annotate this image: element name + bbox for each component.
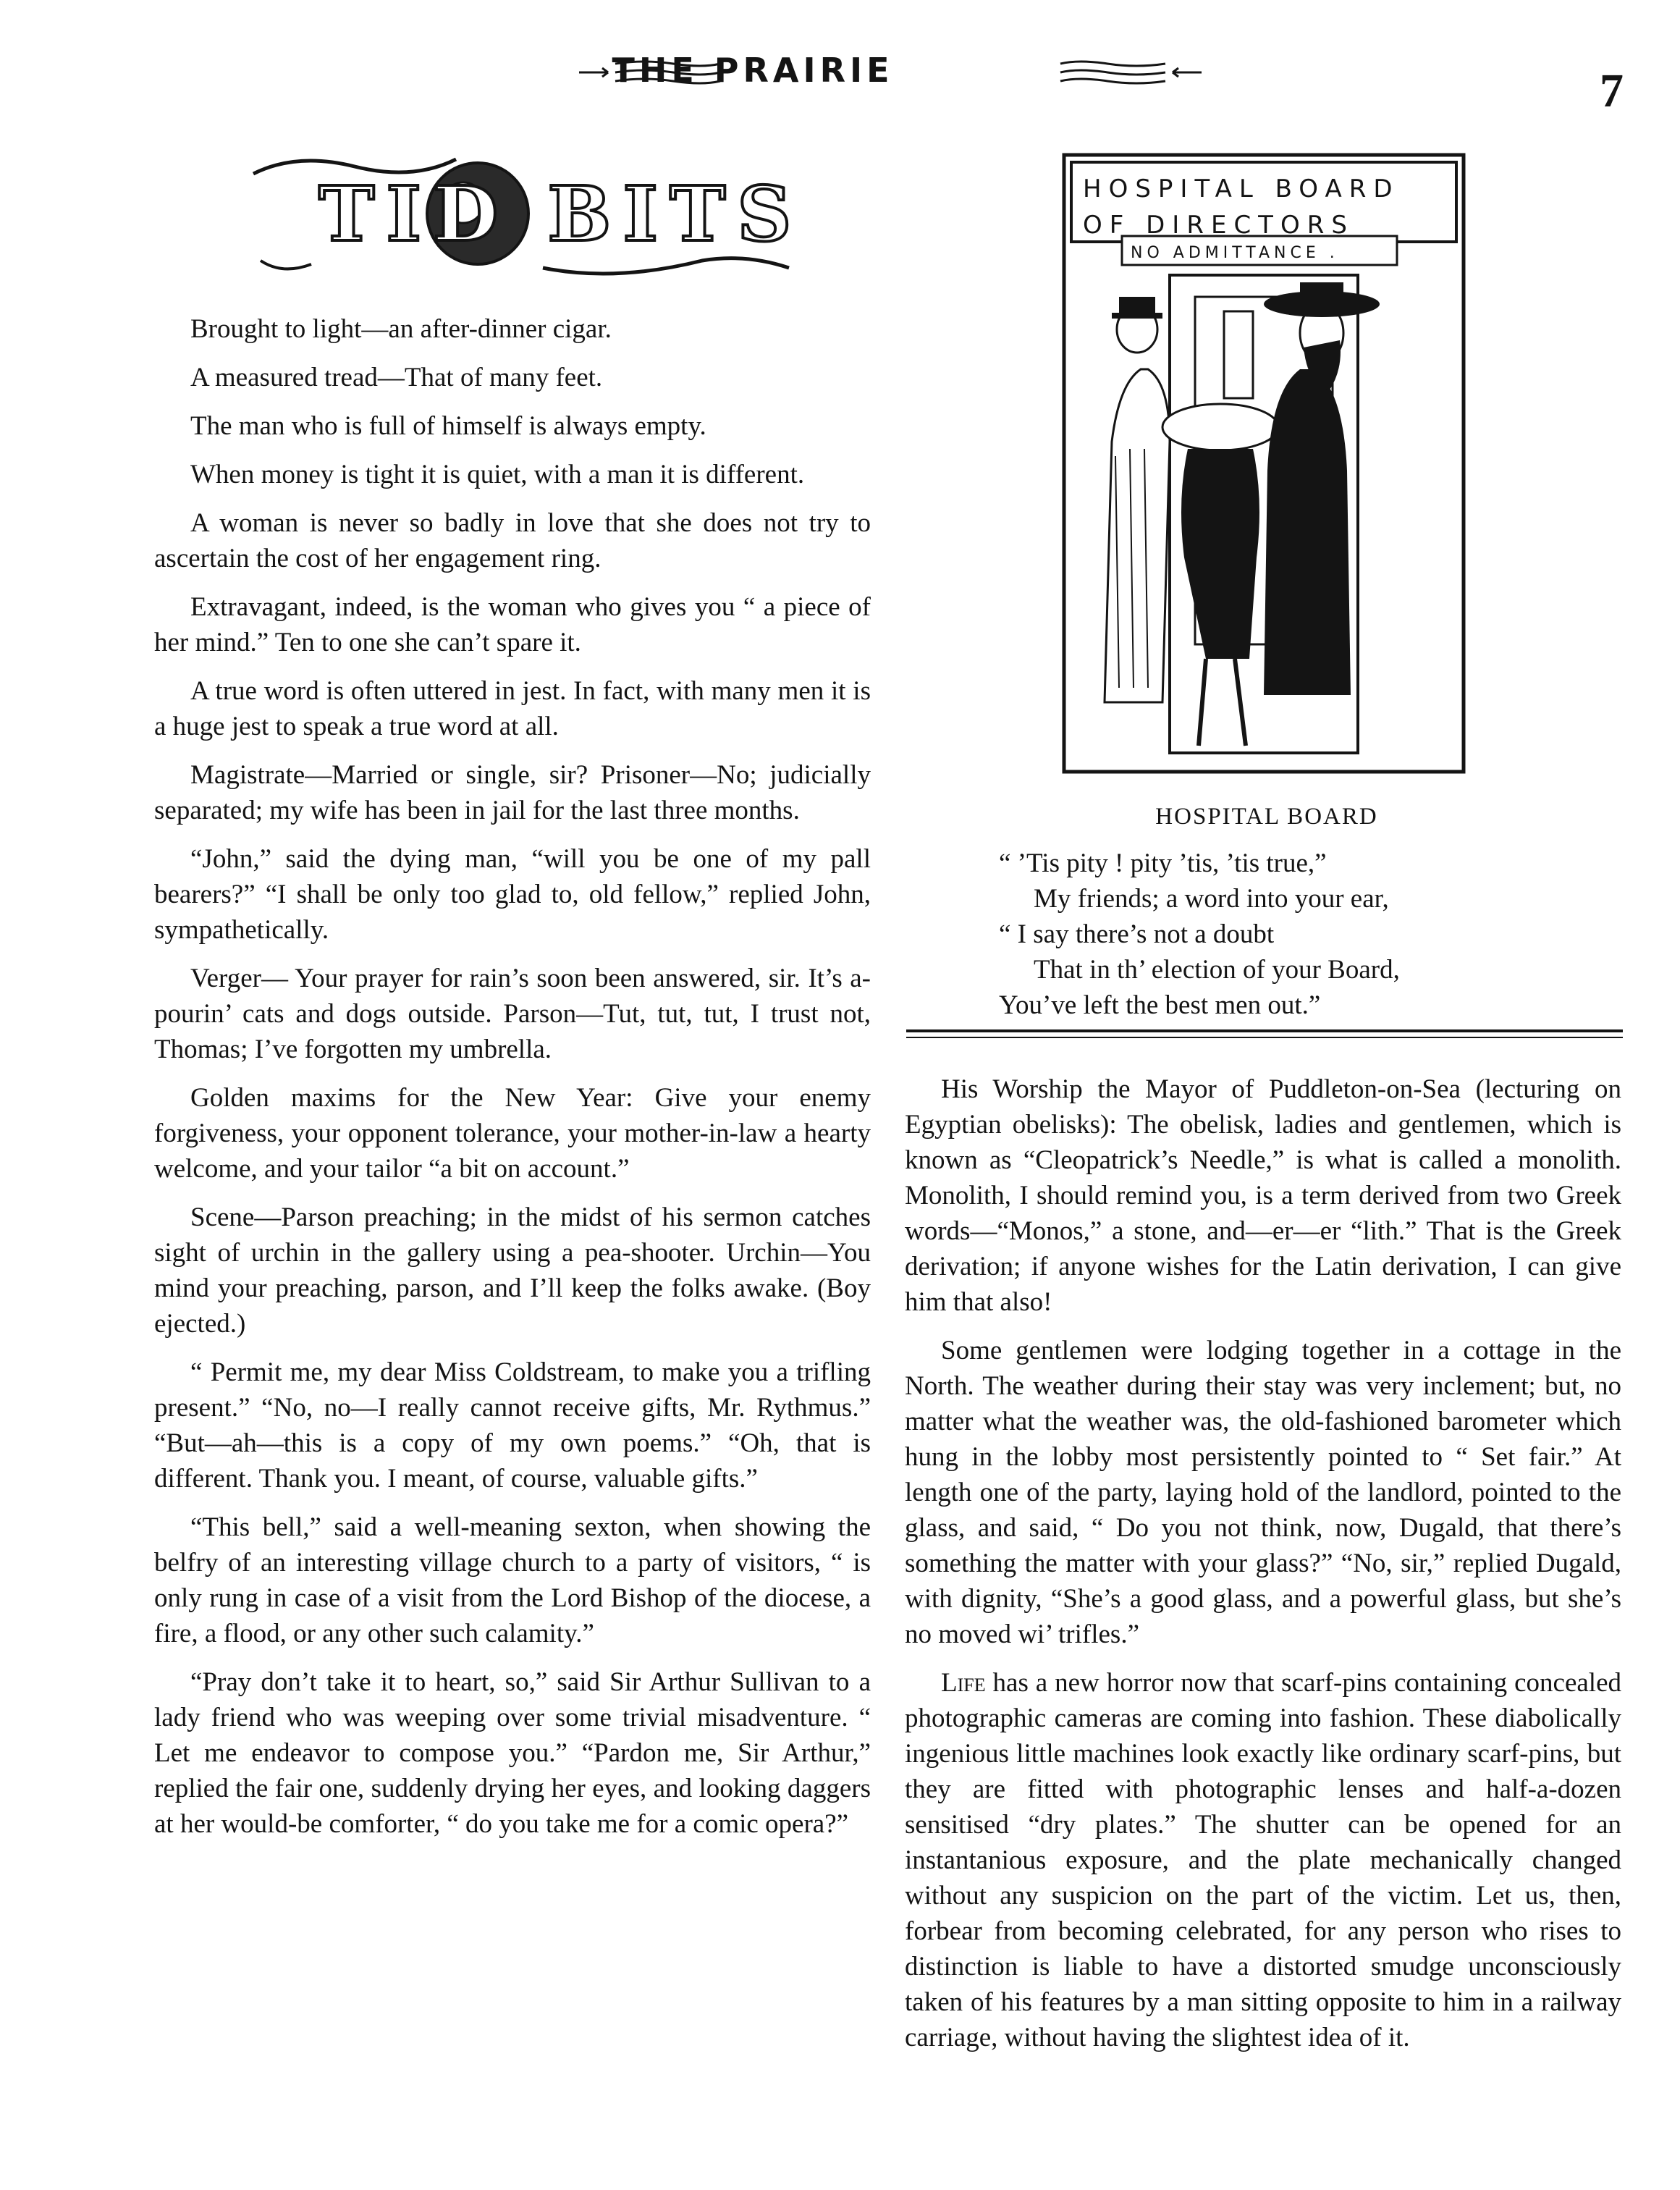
right-column [905,1071,1621,2068]
paragraph-rest: has a new horror now that scarf-pins containing concealed photographic cameras are coming into fashion. These diabolically ingenious little machines look exactly like ordinary scarf-pins, but they are fitted with photographic lenses and half-a-dozen sensitised “dry plates.” The shutter can be opened for an instantanious exposure, and the plate mechanically changed without any suspicion on the part of the victim. Let us, then, forbear from becoming celebrated, for any person who rises to distinction is liable to have a distorted smudge unconsciously taken of his features by a man sitting opposite to him in a railway carriage, without having the slightest idea of it. [905,1668,1621,2052]
heading-text: TID BITS [318,169,803,258]
paragraph: Extravagant, indeed, is the woman who gives you “ a piece of her mind.” Ten to one she can’t spare it. [154,592,871,657]
page-number: 7 [1600,64,1624,117]
verse-line: That in th’ election of your Board, [1034,955,1400,985]
paragraph: “John,” said the dying man, “will you be one of my pall bearers?” “I shall be only too glad to, old fellow,” replied John, sympathetically. [154,844,871,945]
paragraph: “ Permit me, my dear Miss Coldstream, to make you a trifling present.” “No, no—I really cannot receive gifts, Mr. Rythmus.” “But—ah—this is a copy of my own poems.” “Oh, that is different. Thank you. I meant, of course, valuable gifts.” [154,1357,871,1494]
cartoon-illustration-icon [1061,152,1466,775]
paragraph: Magistrate—Married or single, sir? Prisoner—No; judicially separated; my wife has been in jail for the last three months. [154,760,871,825]
paragraph: Verger— Your prayer for rain’s soon been answered, sir. It’s a-pourin’ cats and dogs outside. Parson—Tut, tut, tut, I trust not, Thomas; I’ve forgotten my umbrella. [154,964,871,1064]
verse-line: My friends; a word into your ear, [1034,884,1389,914]
sign-line-2: OF DIRECTORS [1083,211,1354,240]
paragraph: The man who is full of himself is always empty. [190,411,706,441]
paragraph: His Worship the Mayor of Puddleton-on-Sea (lecturing on Egyptian obelisks): The obelisk, ladies and gentlemen, which is known as “Cleopatrick’s Needle,” is what is called a monolith. Monolith, I should remind you, is a term derived from two Greek words—“Monos,” a stone, and—er—er “lith.” That is the Greek derivation; if anyone wishes for the Latin derivation, I can give him that also! [905,1074,1621,1317]
left-column [154,311,871,1855]
paragraph: “Pray don’t take it to heart, so,” said Sir Arthur Sullivan to a lady friend who was weeping over some trivial misadventure. “ Let me endeavor to compose you.” “Pardon me, Sir Arthur,” replied the fair one, suddenly drying her eyes, and looking daggers at her would-be comforter, “ do you take me for a comic opera?” [154,1667,871,1839]
running-title: THE PRAIRIE [612,51,894,90]
paragraph-lead: Life [941,1668,986,1698]
verse-line: “ ’Tis pity ! pity ’tis, ’tis true,” [999,848,1327,878]
verse-line: You’ve left the best men out.” [999,990,1321,1020]
hospital-board-cartoon [1061,152,1466,775]
paragraph: Scene—Parson preaching; in the midst of his sermon catches sight of urchin in the gallery using a pea-shooter. Urchin—You mind your preaching, parson, and I’ll keep the folks awake. (Boy ejected.) [154,1203,871,1339]
tid-bits-heading [239,145,803,282]
right-ornament-icon [1057,58,1202,87]
cartoon-verse [999,846,1621,1023]
paragraph: When money is tight it is quiet, with a man it is different. [190,460,805,489]
paragraph: Some gentlemen were lodging together in a cottage in the North. The weather during their stay was very inclement; but, no matter what the weather was, the old-fashioned barometer which hung in the lobby most persistently pointed to “ Set fair.” At length one of the party, laying hold of the landlord, pointed to the glass, and said, “ Do you not think, now, Dugald, that there’s something the matter with your glass?” “No, sir,” replied Dugald, with dignity, “She’s a good glass, and a powerful glass, but she’s no moved wi’ trifles.” [905,1336,1621,1649]
sign-line-1: HOSPITAL BOARD [1083,174,1400,203]
paragraph [905,1665,1621,2055]
paragraph: A true word is often uttered in jest. In fact, with many men it is a huge jest to speak a true word at all. [154,676,871,741]
paragraph: Golden maxims for the New Year: Give your enemy forgiveness, your opponent tolerance, your mother-in-law a hearty welcome, and your tailor “a bit on account.” [154,1083,871,1184]
divider-rule-thin [906,1037,1623,1038]
sign-small: NO ADMITTANCE . [1131,244,1339,262]
paragraph: Brought to light—an after-dinner cigar. [190,314,612,344]
divider-rule [906,1029,1623,1032]
cartoon-caption: HOSPITAL BOARD [1155,804,1378,830]
verse-line: “ I say there’s not a doubt [999,919,1275,949]
paragraph: A woman is never so badly in love that she does not try to ascertain the cost of her engagement ring. [154,508,871,573]
paragraph: “This bell,” said a well-meaning sexton, when showing the belfry of an interesting village church to a party of visitors, “ is only rung in case of a visit from the Lord Bishop of the diocese, a fire, a flood, or any other such calamity.” [154,1512,871,1648]
page-header [0,51,1680,130]
paragraph: A measured tread—That of many feet. [190,363,603,392]
